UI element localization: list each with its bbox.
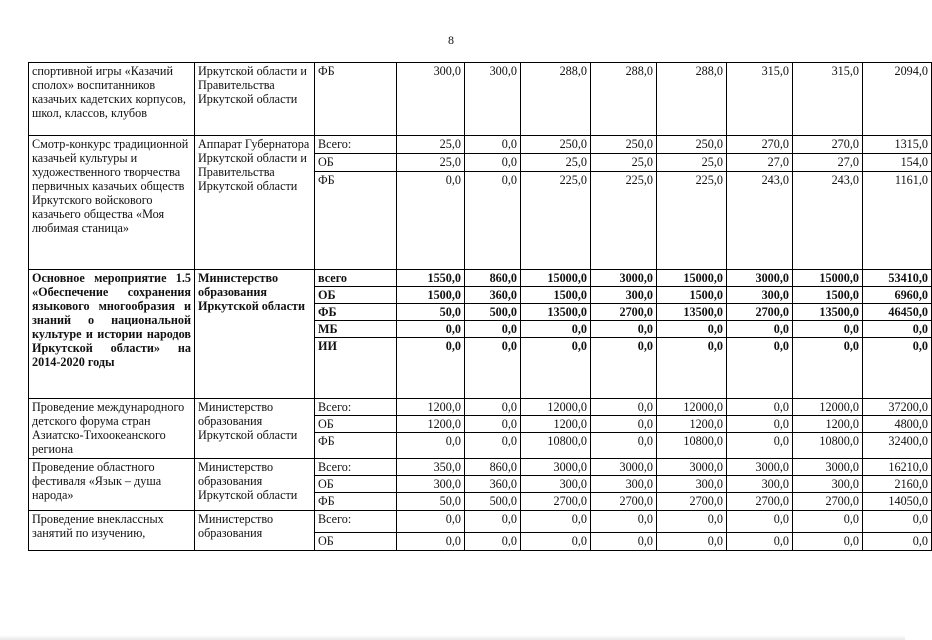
year-value-cell: 0,0 — [657, 338, 727, 399]
year-value-cell: 300,0 — [591, 476, 657, 493]
year-value-cell: 0,0 — [727, 511, 793, 533]
year-value-cell: 0,0 — [591, 416, 657, 433]
year-value-cell: 25,0 — [521, 154, 591, 172]
year-value-cell: 1200,0 — [397, 399, 465, 416]
year-value-cell: 250,0 — [591, 136, 657, 154]
year-value-cell: 243,0 — [793, 172, 863, 270]
table-row — [29, 270, 932, 287]
total-value-cell: 32400,0 — [863, 433, 932, 459]
year-value-cell: 1500,0 — [657, 287, 727, 304]
year-value-cell: 1550,0 — [397, 270, 465, 287]
year-value-cell: 13500,0 — [657, 304, 727, 321]
year-value-cell: 0,0 — [657, 511, 727, 533]
event-description-cell: спортивной игры «Казачий сполох» воспитанников казачьих кадетских корпусов, школ, классов, клубов — [29, 63, 195, 136]
year-value-cell: 0,0 — [465, 416, 521, 433]
year-value-cell: 225,0 — [591, 172, 657, 270]
total-value-cell: 14050,0 — [863, 493, 932, 511]
year-value-cell: 300,0 — [397, 476, 465, 493]
funding-source-cell: ИИ — [315, 338, 397, 399]
funding-source-cell: ФБ — [315, 433, 397, 459]
year-value-cell: 0,0 — [727, 321, 793, 338]
year-value-cell: 2700,0 — [793, 493, 863, 511]
year-value-cell: 0,0 — [591, 433, 657, 459]
year-value-cell: 300,0 — [657, 476, 727, 493]
year-value-cell: 0,0 — [793, 321, 863, 338]
funding-source-cell: ОБ — [315, 476, 397, 493]
year-value-cell: 0,0 — [397, 433, 465, 459]
year-value-cell: 0,0 — [793, 338, 863, 399]
year-value-cell: 25,0 — [397, 154, 465, 172]
year-value-cell: 2700,0 — [727, 304, 793, 321]
executor-cell: Министерство образования Иркутской области — [195, 459, 315, 511]
funding-source-cell: Всего: — [315, 511, 397, 533]
year-value-cell: 288,0 — [657, 63, 727, 136]
year-value-cell: 300,0 — [727, 287, 793, 304]
year-value-cell: 10800,0 — [657, 433, 727, 459]
year-value-cell: 0,0 — [591, 533, 657, 551]
table-row — [29, 511, 932, 533]
event-description-cell: Основное мероприятие 1.5 «Обеспечение сохранения языкового многообразия и знаний о национальной культуре и истории народов Иркутской области» на 2014-2020 годы — [29, 270, 195, 399]
year-value-cell: 0,0 — [465, 172, 521, 270]
year-value-cell: 300,0 — [521, 476, 591, 493]
table-row — [29, 459, 932, 476]
year-value-cell: 300,0 — [397, 63, 465, 136]
year-value-cell: 25,0 — [657, 154, 727, 172]
year-value-cell: 0,0 — [727, 533, 793, 551]
year-value-cell: 0,0 — [657, 321, 727, 338]
total-value-cell: 1161,0 — [863, 172, 932, 270]
total-value-cell: 6960,0 — [863, 287, 932, 304]
year-value-cell: 0,0 — [727, 399, 793, 416]
year-value-cell: 12000,0 — [657, 399, 727, 416]
year-value-cell: 0,0 — [397, 321, 465, 338]
year-value-cell: 13500,0 — [521, 304, 591, 321]
total-value-cell: 37200,0 — [863, 399, 932, 416]
funding-source-cell: ФБ — [315, 304, 397, 321]
executor-cell: Министерство образования Иркутской области — [195, 399, 315, 459]
year-value-cell: 0,0 — [397, 172, 465, 270]
total-value-cell: 0,0 — [863, 533, 932, 551]
year-value-cell: 27,0 — [793, 154, 863, 172]
year-value-cell: 50,0 — [397, 493, 465, 511]
total-value-cell: 0,0 — [863, 338, 932, 399]
year-value-cell: 315,0 — [793, 63, 863, 136]
year-value-cell: 315,0 — [727, 63, 793, 136]
total-value-cell: 53410,0 — [863, 270, 932, 287]
table-row — [29, 136, 932, 154]
year-value-cell: 12000,0 — [793, 399, 863, 416]
year-value-cell: 500,0 — [465, 304, 521, 321]
year-value-cell: 288,0 — [591, 63, 657, 136]
year-value-cell: 0,0 — [591, 511, 657, 533]
year-value-cell: 225,0 — [657, 172, 727, 270]
year-value-cell: 25,0 — [591, 154, 657, 172]
event-description-cell: Проведение внеклассных занятий по изучению, — [29, 511, 195, 551]
year-value-cell: 15000,0 — [657, 270, 727, 287]
year-value-cell: 3000,0 — [591, 459, 657, 476]
year-value-cell: 3000,0 — [521, 459, 591, 476]
funding-source-cell: ОБ — [315, 533, 397, 551]
year-value-cell: 1200,0 — [793, 416, 863, 433]
funding-source-cell: Всего: — [315, 459, 397, 476]
year-value-cell: 0,0 — [465, 154, 521, 172]
year-value-cell: 288,0 — [521, 63, 591, 136]
total-value-cell: 2094,0 — [863, 63, 932, 136]
total-value-cell: 2160,0 — [863, 476, 932, 493]
year-value-cell: 3000,0 — [591, 270, 657, 287]
table-row — [29, 399, 932, 416]
year-value-cell: 0,0 — [397, 511, 465, 533]
year-value-cell: 0,0 — [465, 399, 521, 416]
year-value-cell: 0,0 — [727, 338, 793, 399]
year-value-cell: 0,0 — [727, 433, 793, 459]
funding-source-cell: ОБ — [315, 416, 397, 433]
year-value-cell: 3000,0 — [793, 459, 863, 476]
year-value-cell: 2700,0 — [521, 493, 591, 511]
year-value-cell: 0,0 — [397, 338, 465, 399]
year-value-cell: 13500,0 — [793, 304, 863, 321]
year-value-cell: 350,0 — [397, 459, 465, 476]
year-value-cell: 2700,0 — [657, 493, 727, 511]
year-value-cell: 0,0 — [793, 533, 863, 551]
executor-cell: Министерство образования Иркутской области — [195, 270, 315, 399]
year-value-cell: 3000,0 — [657, 459, 727, 476]
year-value-cell: 0,0 — [793, 511, 863, 533]
year-value-cell: 1500,0 — [397, 287, 465, 304]
year-value-cell: 360,0 — [465, 476, 521, 493]
year-value-cell: 0,0 — [465, 511, 521, 533]
year-value-cell: 50,0 — [397, 304, 465, 321]
year-value-cell: 300,0 — [591, 287, 657, 304]
year-value-cell: 0,0 — [657, 533, 727, 551]
year-value-cell: 27,0 — [727, 154, 793, 172]
year-value-cell: 0,0 — [465, 533, 521, 551]
funding-source-cell: ОБ — [315, 287, 397, 304]
year-value-cell: 1200,0 — [521, 416, 591, 433]
year-value-cell: 300,0 — [793, 476, 863, 493]
event-description-cell: Смотр-конкурс традиционной казачьей культуры и художественного творчества первичных казачьих обществ Иркутского войскового казачьего общества «Моя любимая станица» — [29, 136, 195, 270]
funding-source-cell: МБ — [315, 321, 397, 338]
total-value-cell: 0,0 — [863, 511, 932, 533]
year-value-cell: 0,0 — [397, 533, 465, 551]
total-value-cell: 46450,0 — [863, 304, 932, 321]
year-value-cell: 2700,0 — [591, 304, 657, 321]
executor-cell: Аппарат Губернатора Иркутской области и Правительства Иркутской области — [195, 136, 315, 270]
year-value-cell: 500,0 — [465, 493, 521, 511]
year-value-cell: 0,0 — [465, 136, 521, 154]
year-value-cell: 0,0 — [591, 338, 657, 399]
year-value-cell: 10800,0 — [521, 433, 591, 459]
year-value-cell: 243,0 — [727, 172, 793, 270]
year-value-cell: 360,0 — [465, 287, 521, 304]
funding-source-cell: ФБ — [315, 63, 397, 136]
year-value-cell: 3000,0 — [727, 459, 793, 476]
year-value-cell: 250,0 — [521, 136, 591, 154]
year-value-cell: 2700,0 — [727, 493, 793, 511]
year-value-cell: 15000,0 — [521, 270, 591, 287]
year-value-cell: 1200,0 — [397, 416, 465, 433]
scan-edge — [0, 628, 905, 640]
year-value-cell: 15000,0 — [793, 270, 863, 287]
year-value-cell: 0,0 — [591, 321, 657, 338]
year-value-cell: 0,0 — [465, 321, 521, 338]
total-value-cell: 1315,0 — [863, 136, 932, 154]
table-row — [29, 63, 932, 136]
year-value-cell: 3000,0 — [727, 270, 793, 287]
year-value-cell: 12000,0 — [521, 399, 591, 416]
budget-table — [28, 62, 932, 551]
total-value-cell: 16210,0 — [863, 459, 932, 476]
funding-source-cell: Всего: — [315, 399, 397, 416]
year-value-cell: 0,0 — [465, 433, 521, 459]
executor-cell: Министерство образования — [195, 511, 315, 551]
executor-cell: Иркутской области и Правительства Иркутской области — [195, 63, 315, 136]
year-value-cell: 1500,0 — [793, 287, 863, 304]
year-value-cell: 300,0 — [727, 476, 793, 493]
funding-source-cell: Всего: — [315, 136, 397, 154]
funding-source-cell: ФБ — [315, 493, 397, 511]
total-value-cell: 0,0 — [863, 321, 932, 338]
year-value-cell: 1500,0 — [521, 287, 591, 304]
year-value-cell: 0,0 — [521, 321, 591, 338]
year-value-cell: 300,0 — [465, 63, 521, 136]
year-value-cell: 270,0 — [727, 136, 793, 154]
year-value-cell: 0,0 — [521, 338, 591, 399]
total-value-cell: 154,0 — [863, 154, 932, 172]
year-value-cell: 25,0 — [397, 136, 465, 154]
year-value-cell: 0,0 — [465, 338, 521, 399]
event-description-cell: Проведение международного детского форума стран Азиатско-Тихоокеанского региона — [29, 399, 195, 459]
year-value-cell: 225,0 — [521, 172, 591, 270]
page-number: 8 — [448, 33, 454, 47]
year-value-cell: 860,0 — [465, 459, 521, 476]
year-value-cell: 0,0 — [727, 416, 793, 433]
total-value-cell: 4800,0 — [863, 416, 932, 433]
funding-source-cell: ОБ — [315, 154, 397, 172]
year-value-cell: 270,0 — [793, 136, 863, 154]
budget-table-body — [29, 63, 932, 551]
year-value-cell: 250,0 — [657, 136, 727, 154]
funding-source-cell: ФБ — [315, 172, 397, 270]
year-value-cell: 0,0 — [521, 511, 591, 533]
year-value-cell: 860,0 — [465, 270, 521, 287]
year-value-cell: 2700,0 — [591, 493, 657, 511]
year-value-cell: 10800,0 — [793, 433, 863, 459]
funding-source-cell: всего — [315, 270, 397, 287]
year-value-cell: 0,0 — [521, 533, 591, 551]
year-value-cell: 1200,0 — [657, 416, 727, 433]
event-description-cell: Проведение областного фестиваля «Язык – душа народа» — [29, 459, 195, 511]
year-value-cell: 0,0 — [591, 399, 657, 416]
